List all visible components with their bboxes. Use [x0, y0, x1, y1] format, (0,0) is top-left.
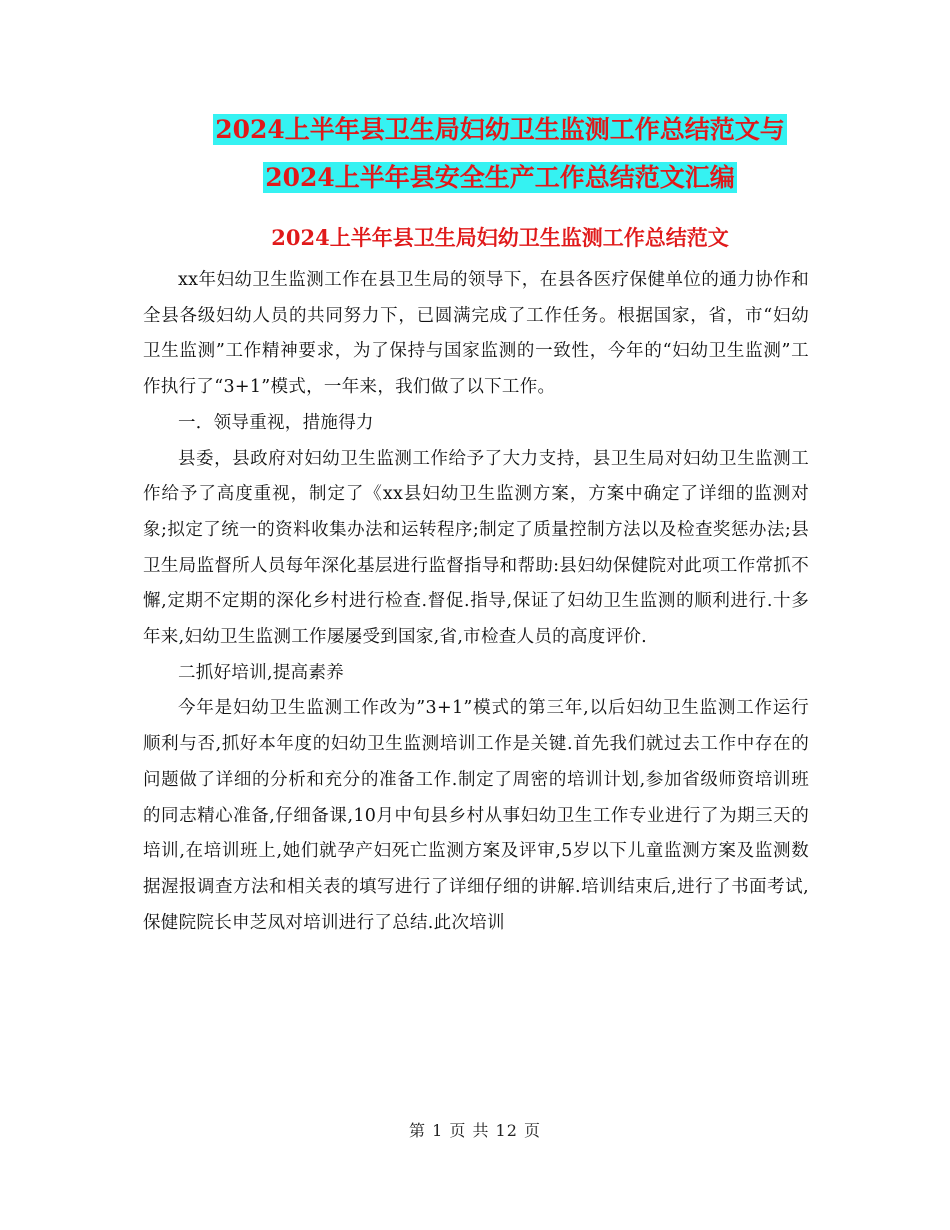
- main-title-line-2: 2024上半年县安全生产工作总结范文汇编: [265, 163, 735, 192]
- paragraph-heading-1: 一．领导重视，措施得力: [178, 412, 374, 433]
- section-title: 2024上半年县卫生局妇幼卫生监测工作总结范文: [271, 225, 729, 250]
- paragraph-heading-2: 二抓好培训,提高素养: [178, 662, 345, 683]
- main-title-line-1: 2024上半年县卫生局妇幼卫生监测工作总结范文与: [215, 115, 785, 144]
- document-main-title: [140, 106, 860, 202]
- document-body: [143, 263, 809, 941]
- page-footer: 第 1 页 共 12 页: [409, 1121, 541, 1140]
- paragraph-intro: xx年妇幼卫生监测工作在县卫生局的领导下，在县各医疗保健单位的通力协作和全县各级妇幼人员的共同努力下，已圆满完成了工作任务。根据国家，省，市“妇幼卫生监测”工作精神要求，为了保持与国家监测的一致性，今年的“妇幼卫生监测”工作执行了“3+1”模式，一年来，我们做了以下工作。: [143, 270, 809, 398]
- paragraph-training: 今年是妇幼卫生监测工作改为”3+1”模式的第三年,以后妇幼卫生监测工作运行顺利与否,抓好本年度的妇幼卫生监测培训工作是关键.首先我们就过去工作中存在的问题做了详细的分析和充分的准备工作.制定了周密的培训计划,参加省级师资培训班的同志精心准备,仔细备课,10月中旬县乡村从事妇幼卫生工作专业进行了为期三天的培训,在培训班上,她们就孕产妇死亡监测方案及评审,5岁以下儿童监测方案及监测数据渥报调查方法和相关表的填写进行了详细仔细的讲解.培训结束后,进行了书面考试,保健院院长申芝凤对培训进行了总结.此次培训: [143, 698, 809, 933]
- paragraph-leadership: 县委，县政府对妇幼卫生监测工作给予了大力支持，县卫生局对妇幼卫生监测工作给予了高度重视，制定了《xx县妇幼卫生监测方案，方案中确定了详细的监测对象;拟定了统一的资料收集办法和运转程序;制定了质量控制方法以及检查奖惩办法;县卫生局监督所人员每年深化基层进行监督指导和帮助:县妇幼保健院对此项工作常抓不懈,定期不定期的深化乡村进行检查.督促.指导,保证了妇幼卫生监测的顺利进行.十多年来,妇幼卫生监测工作屡屡受到国家,省,市检查人员的高度评价.: [143, 448, 809, 648]
